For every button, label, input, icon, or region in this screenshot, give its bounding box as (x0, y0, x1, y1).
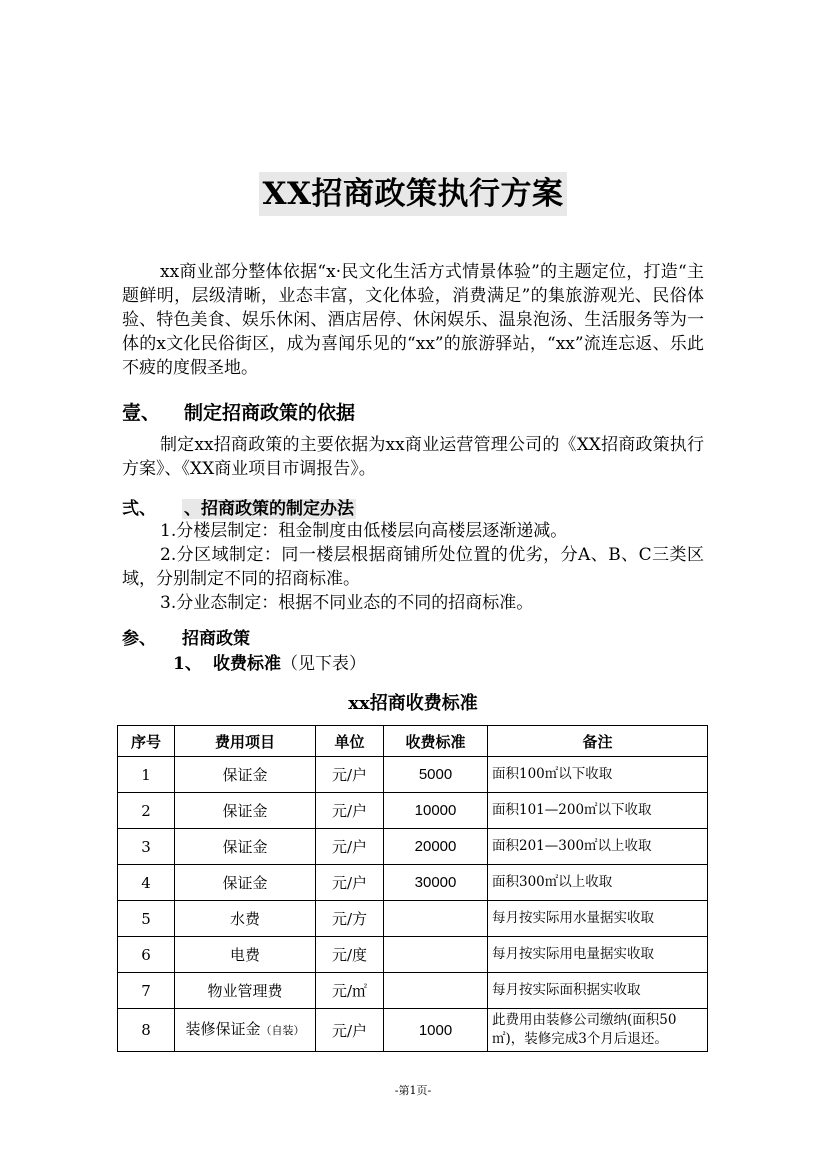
row-item-suffix: （自装） (260, 1024, 305, 1037)
row-amount: 5000 (384, 757, 488, 793)
section-1-body: 制定xx招商政策的主要依据为xx商业运营管理公司的《XX招商政策执行方案》、《XX商业项目市调报告》。 (122, 435, 704, 479)
section-1-title: 制定招商政策的依据 (184, 402, 356, 424)
section-1-number: 壹、 (122, 402, 161, 424)
row-no: 3 (118, 829, 175, 865)
row-note: 面积201—300㎡以上收取 (488, 829, 708, 865)
fee-table (117, 725, 708, 1052)
row-amount: 20000 (384, 829, 488, 865)
page-number: -第1页- (394, 1084, 432, 1097)
header-item: 费用项目 (175, 726, 316, 757)
section-3-number: 参、 (122, 629, 156, 649)
table-row (118, 865, 708, 901)
row-note: 此费用由装修公司缴纳(面积50㎡)，装修完成3个月后退还。 (488, 1009, 708, 1052)
row-no: 7 (118, 973, 175, 1009)
row-amount (384, 973, 488, 1009)
section-2-heading (122, 497, 356, 521)
row-item: 电费 (175, 937, 316, 973)
row-item: 保证金 (175, 829, 316, 865)
row-item: 保证金 (175, 793, 316, 829)
section-2-item-1: 1.分楼层制定：租金制度由低楼层向高楼层逐渐递减。 (160, 521, 568, 541)
row-amount (384, 901, 488, 937)
row-unit: 元/户 (316, 865, 384, 901)
row-note: 面积101—200㎡以下收取 (488, 793, 708, 829)
section-3-heading (122, 627, 250, 651)
row-no: 4 (118, 865, 175, 901)
row-no: 2 (118, 793, 175, 829)
table-row (118, 829, 708, 865)
row-note: 面积100㎡以下收取 (488, 757, 708, 793)
document-title (0, 172, 826, 216)
row-note: 每月按实际用电量据实收取 (488, 937, 708, 973)
section-2-item-2: 2.分区域制定：同一楼层根据商铺所处位置的优劣，分A、B、C三类区域，分别制定不同的招商标准。 (122, 545, 704, 589)
row-amount (384, 937, 488, 973)
row-note: 面积300㎡以上收取 (488, 865, 708, 901)
fee-standard-number: 1、 (173, 654, 202, 674)
table-row (118, 973, 708, 1009)
row-unit: 元/方 (316, 901, 384, 937)
row-unit: 元/户 (316, 793, 384, 829)
section-2-number: 弍、 (122, 499, 156, 519)
header-note: 备注 (488, 726, 708, 757)
row-unit: 元/㎡ (316, 973, 384, 1009)
row-unit: 元/度 (316, 937, 384, 973)
table-title: xx招商收费标准 (348, 693, 478, 714)
document-title-text: XX招商政策执行方案 (259, 172, 566, 216)
row-item-main: 装修保证金 (185, 1020, 261, 1038)
table-row (118, 901, 708, 937)
fee-standard-note: （见下表） (281, 654, 366, 674)
row-item: 保证金 (175, 757, 316, 793)
table-row (118, 937, 708, 973)
table-header-row (118, 726, 708, 757)
row-amount: 30000 (384, 865, 488, 901)
row-amount: 10000 (384, 793, 488, 829)
table-row (118, 757, 708, 793)
table-row (118, 1009, 708, 1052)
table-row (118, 793, 708, 829)
header-amount: 收费标准 (384, 726, 488, 757)
section-2-title: 、招商政策的制定办法 (184, 499, 354, 519)
row-no: 6 (118, 937, 175, 973)
row-item: 水费 (175, 901, 316, 937)
row-no: 5 (118, 901, 175, 937)
fee-standard-label: 收费标准 (213, 654, 281, 674)
row-item: 保证金 (175, 865, 316, 901)
section-2-item-3: 3.分业态制定：根据不同业态的不同的招商标准。 (160, 593, 534, 613)
row-no: 8 (118, 1009, 175, 1052)
header-unit: 单位 (316, 726, 384, 757)
row-item: 物业管理费 (175, 973, 316, 1009)
row-note: 每月按实际面积据实收取 (488, 973, 708, 1009)
section-1-heading (122, 400, 355, 426)
intro-paragraph: xx商业部分整体依据“x·民文化生活方式情景体验”的主题定位，打造“主题鲜明，层级清晰，业态丰富，文化体验，消费满足”的集旅游观光、民俗体验、特色美食、娱乐休闲、酒店居停、休闲娱乐、温泉泡汤、生活服务等为一体的x文化民俗街区，成为喜闻乐见的“xx”的旅游驿站，“xx”流连忘返、乐此不疲的度假圣地。 (122, 262, 704, 378)
header-no: 序号 (118, 726, 175, 757)
row-unit: 元/户 (316, 1009, 384, 1052)
row-amount: 1000 (384, 1009, 488, 1052)
fee-standard-heading (173, 652, 366, 676)
row-item (175, 1009, 316, 1052)
row-note: 每月按实际用水量据实收取 (488, 901, 708, 937)
row-unit: 元/户 (316, 829, 384, 865)
row-unit: 元/户 (316, 757, 384, 793)
row-no: 1 (118, 757, 175, 793)
section-3-title: 招商政策 (182, 629, 250, 649)
